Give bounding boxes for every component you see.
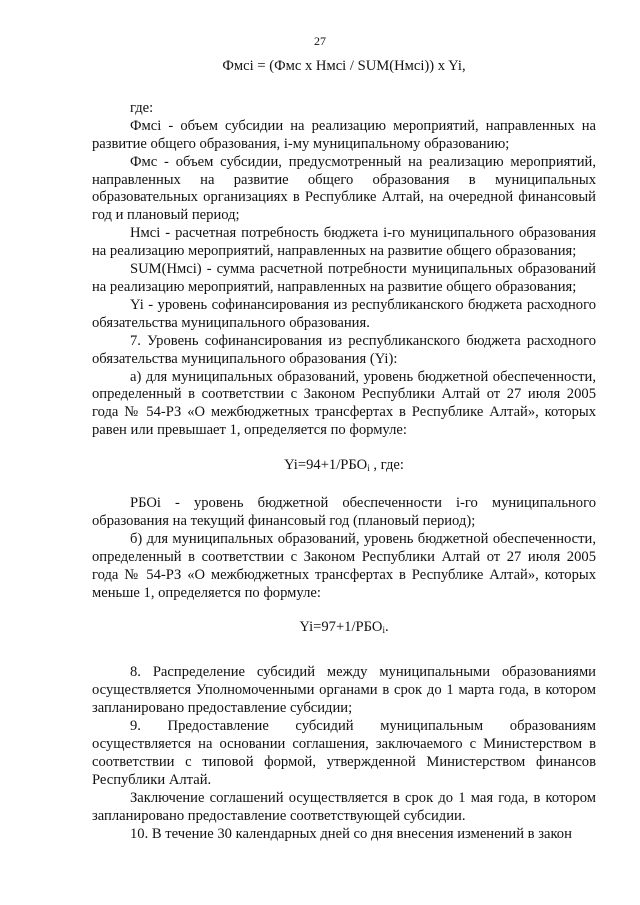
formula-b	[92, 619, 596, 640]
item-7-b: б) для муниципальных образований, уровень бюджетной обеспеченности, определенный в соответствии с Законом Республики Алтай от 27 июля 2005 года № 54-РЗ «О межбюджетных трансфертах в Республике Алтай», которых меньше 1, определяется по формуле:	[92, 530, 596, 601]
agreements-deadline: Заключение соглашений осуществляется в срок до 1 мая года, в котором запланировано предоставление соответствующей субсидии.	[92, 789, 596, 824]
definition-yi: Yi - уровень софинансирования из республиканского бюджета расходного обязательства муниципального образования.	[92, 296, 596, 331]
formula-main: Фмсi = (Фмс x Нмсi / SUM(Нмсi)) x Yi,	[222, 58, 466, 74]
formula-b-main: Yi=97+1/РБО	[299, 619, 383, 636]
formula-a-tail: , где:	[369, 457, 404, 474]
item-8: 8. Распределение субсидий между муниципальными образованиями осуществляется Уполномоченными органами в срок до 1 марта года, в котором запланировано предоставление субсидии;	[92, 664, 596, 717]
item-7-intro: 7. Уровень софинансирования из республиканского бюджета расходного обязательства муниципального образования (Yi):	[92, 332, 596, 367]
definition-fmsi: Фмсi - объем субсидии на реализацию мероприятий, направленных на развитие общего образования, i-му муниципальному образованию;	[92, 117, 596, 152]
formula-a-subscript: i	[367, 463, 370, 474]
definition-rbo: РБОi - уровень бюджетной обеспеченности i-го муниципального образования на текущий финансовый год (плановый период);	[92, 495, 596, 529]
formula-b-tail: .	[385, 619, 389, 636]
document-body	[92, 58, 596, 843]
formula-a	[92, 457, 596, 478]
item-10: 10. В течение 30 календарных дней со дня внесения изменений в закон	[130, 825, 572, 842]
item-7-a: а) для муниципальных образований, уровень бюджетной обеспеченности, определенный в соответствии с Законом Республики Алтай от 27 июля 2005 года № 54-РЗ «О межбюджетных трансфертах в Республике Алтай», которых равен или превышает 1, определяется по формуле:	[92, 368, 596, 439]
item-9: 9. Предоставление субсидий муниципальным образованиям осуществляется на основании соглашения, заключаемого с Министерством в соответствии с типовой формой, утвержденной Министерством финансов Республики Алтай.	[92, 718, 596, 788]
formula-b-subscript: i	[382, 625, 385, 636]
definition-sum: SUM(Нмсi) - сумма расчетной потребности муниципальных образований на реализацию мероприятий, направленных на развитие общего образования;	[92, 261, 596, 295]
page-number: 27	[314, 34, 326, 48]
definition-nmsi: Нмсi - расчетная потребность бюджета i-го муниципального образования на реализацию мероприятий, направленных на развитие общего образования;	[92, 225, 596, 260]
where-label: где:	[130, 99, 154, 116]
formula-a-main: Yi=94+1/РБО	[284, 457, 368, 474]
definition-fms: Фмс - объем субсидии, предусмотренный на реализацию мероприятий, направленных на развитие общего образования в муниципальных образовательных организациях в Республике Алтай, на очередной финансовый год и плановый период;	[92, 153, 596, 224]
